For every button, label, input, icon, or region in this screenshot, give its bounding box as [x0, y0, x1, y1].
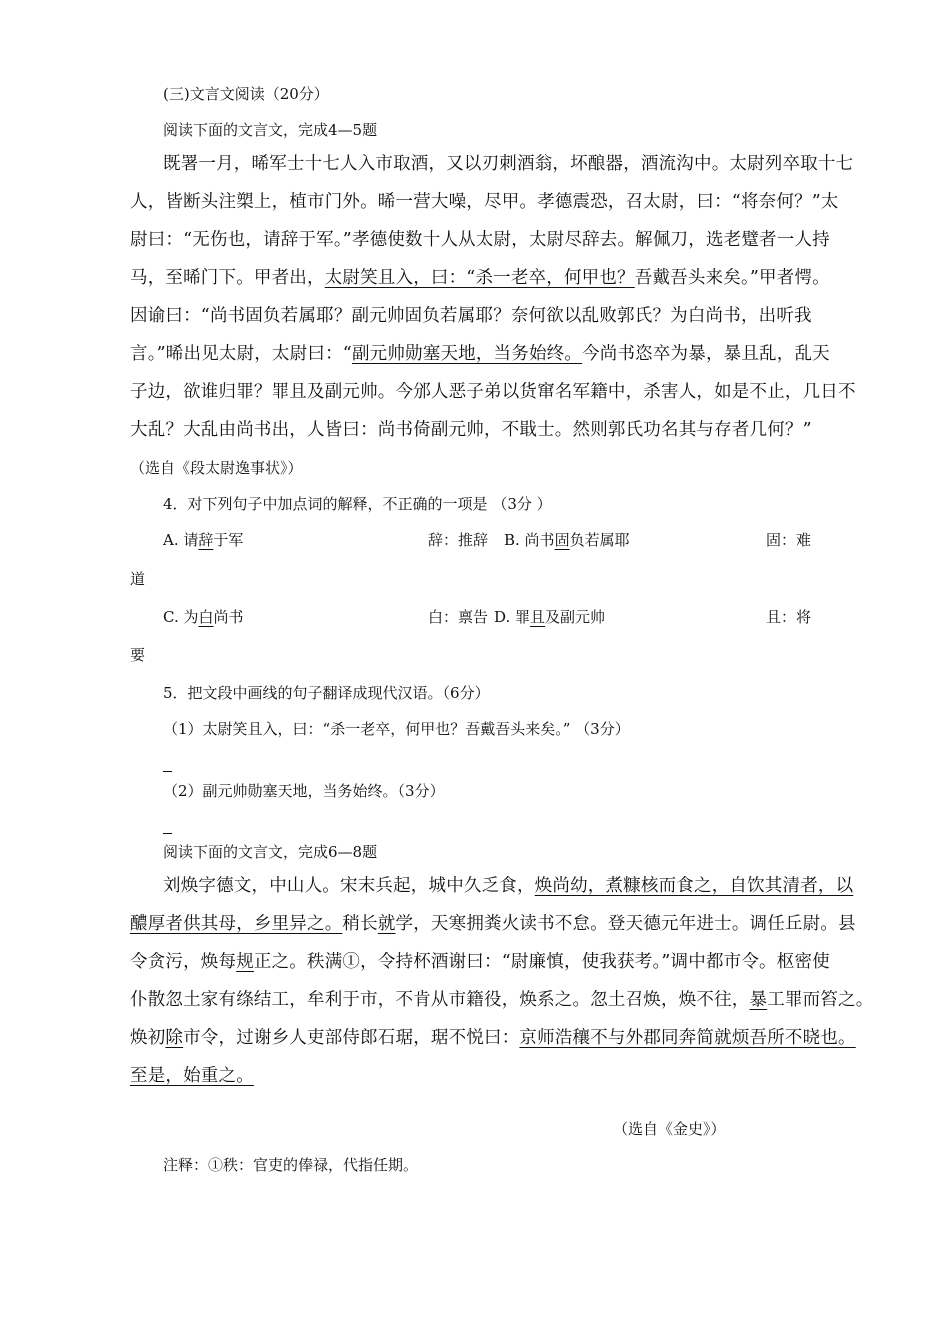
- passage1-line: 大乱？大乱由尚书出，人皆曰：尚书倚副元帅，不戢士。然则郭氏功名其与存者几何？”: [130, 420, 812, 440]
- q4-option-a: [163, 530, 243, 550]
- passage2-instruction: 阅读下面的文言文，完成6—8题: [163, 843, 378, 861]
- answer-blank-1[interactable]: [163, 771, 172, 772]
- dotted-word: 规: [236, 952, 254, 972]
- q4-option-b: [504, 530, 630, 550]
- text-segment: 工罪而笞之。: [767, 990, 874, 1010]
- underlined-sentence-2: 副元帅勋塞天地，当务始终。: [351, 344, 583, 364]
- text-segment: 市令，过谢乡人吏部侍郎石琚，琚不悦曰：: [183, 1028, 520, 1048]
- text-segment: 学，天寒拥粪火读书不怠。登天德元年进士。调任丘尉。县: [395, 914, 856, 934]
- option-text: 及副元帅: [545, 608, 606, 626]
- passage2-line: [130, 1066, 254, 1086]
- dotted-word: 固: [554, 531, 570, 549]
- section-header: (三)文言文阅读（20分）: [163, 85, 329, 103]
- passage2-line: [130, 1028, 856, 1048]
- underlined-sentence-4: 京师浩穰不与外郡同奔简就烦吾所不晓也。: [519, 1028, 856, 1048]
- question-5-stem: 5．把文段中画线的句子翻译成现代汉语。（6分）: [163, 684, 490, 702]
- passage2-line: [163, 876, 853, 896]
- passage2-line: [130, 914, 856, 934]
- option-label: C. 为: [163, 608, 199, 626]
- q5-sentence-1: （1）太尉笑且入，曰：“杀一老卒，何甲也？吾戴吾头来矣。” （3分）: [163, 720, 630, 738]
- text-segment: 仆散忽土家有绦结工，牟利于市，不肯从市籍役，焕系之。忽土召焕，焕不往，: [130, 990, 750, 1010]
- passage2-source: （选自《金史》）: [613, 1120, 726, 1138]
- option-label: B. 尚书: [504, 531, 555, 549]
- option-label: A. 请: [163, 531, 199, 549]
- text-segment: 今尚书恣卒为暴，暴且乱，乱天: [582, 344, 830, 364]
- passage1-instruction: 阅读下面的文言文，完成4—5题: [163, 121, 378, 139]
- q4-option-c-explanation: 白：禀告: [428, 608, 489, 626]
- text-segment: 刘焕字德文，中山人。宋末兵起，城中久乏食，: [163, 876, 535, 896]
- text-segment: 令贪污，焕每: [130, 952, 237, 972]
- question-4-stem: 4．对下列句子中加点词的解释，不正确的一项是 （3分 ）: [163, 495, 552, 513]
- text-segment: 马，至晞门下。甲者出，: [130, 268, 325, 288]
- q4-option-c: [163, 607, 244, 627]
- passage1-line: 既署一月，晞军士十七人入市取酒，又以刃刺酒翁，坏酿器，酒流沟中。太尉列卒取十七: [163, 154, 854, 174]
- passage1-line: 尉曰：“无伤也，请辞于军。”孝德使数十人从太尉，太尉尽辞去。解佩刀，选老躄者一人持: [130, 230, 830, 250]
- q4-option-b-wrap: 道: [130, 570, 146, 588]
- text-segment: 正之。秩满①，令持杯酒谢曰：“尉廉慎，使我获考。”调中都市令。枢密使: [253, 952, 830, 972]
- passage2-line: [130, 990, 873, 1010]
- passage1-source: （选自《段太尉逸事状》）: [130, 459, 303, 477]
- q4-option-d-explanation: 且：将: [766, 608, 812, 626]
- option-text: 负若属耶: [569, 531, 630, 549]
- passage2-note: 注释：①秩：官吏的俸禄，代指任期。: [163, 1156, 419, 1174]
- passage1-line: 人，皆断头注槊上，植市门外。晞一营大噪，尽甲。孝德震恐，召太尉，曰：“将奈何？”太: [130, 192, 839, 212]
- dotted-word: 暴: [749, 990, 768, 1010]
- q4-option-d: [494, 607, 605, 627]
- q4-option-a-explanation: 辞：推辞: [428, 531, 489, 549]
- dotted-word: 白: [198, 608, 214, 626]
- q5-sentence-2: （2）副元帅勋塞天地，当务始终。（3分）: [163, 782, 445, 800]
- passage1-line: [130, 268, 830, 288]
- text-segment: 稍长: [342, 914, 378, 934]
- option-label: D. 罪: [494, 608, 531, 626]
- underlined-sentence-3-cont: 醲厚者供其母，乡里异之。: [130, 914, 343, 934]
- text-segment: 吾戴吾头来矣。”甲者愕。: [634, 268, 830, 288]
- passage2-line: [130, 952, 830, 972]
- dotted-word: 除: [165, 1028, 184, 1048]
- underlined-sentence-3: 焕尚幼，煮糠核而食之，自饮其清者，以: [534, 876, 854, 896]
- option-text: 尚书: [213, 608, 244, 626]
- text-segment: 焕初: [130, 1028, 166, 1048]
- option-text: 于军: [213, 531, 244, 549]
- q4-option-d-wrap: 要: [130, 646, 146, 664]
- dotted-word: 就: [377, 914, 396, 934]
- underlined-sentence-4-cont: 至是，始重之。: [130, 1066, 254, 1086]
- text-segment: 言。”晞出见太尉，太尉曰：“: [130, 344, 352, 364]
- passage1-line: [130, 344, 830, 364]
- passage1-line: 子边，欲谁归罪？罪且及副元帅。今邠人恶子弟以货窜名军籍中，杀害人，如是不止，几日不: [130, 382, 856, 402]
- dotted-word: 辞: [198, 531, 214, 549]
- q4-option-b-explanation: 固：难: [766, 531, 812, 549]
- answer-blank-2[interactable]: [163, 833, 172, 834]
- passage1-line: 因谕曰：“尚书固负若属耶？副元帅固负若属耶？奈何欲以乱败郭氏？为白尚书，出听我: [130, 306, 812, 326]
- dotted-word: 且: [530, 608, 546, 626]
- underlined-sentence-1: 太尉笑且入，曰：“杀一老卒，何甲也？: [324, 268, 635, 288]
